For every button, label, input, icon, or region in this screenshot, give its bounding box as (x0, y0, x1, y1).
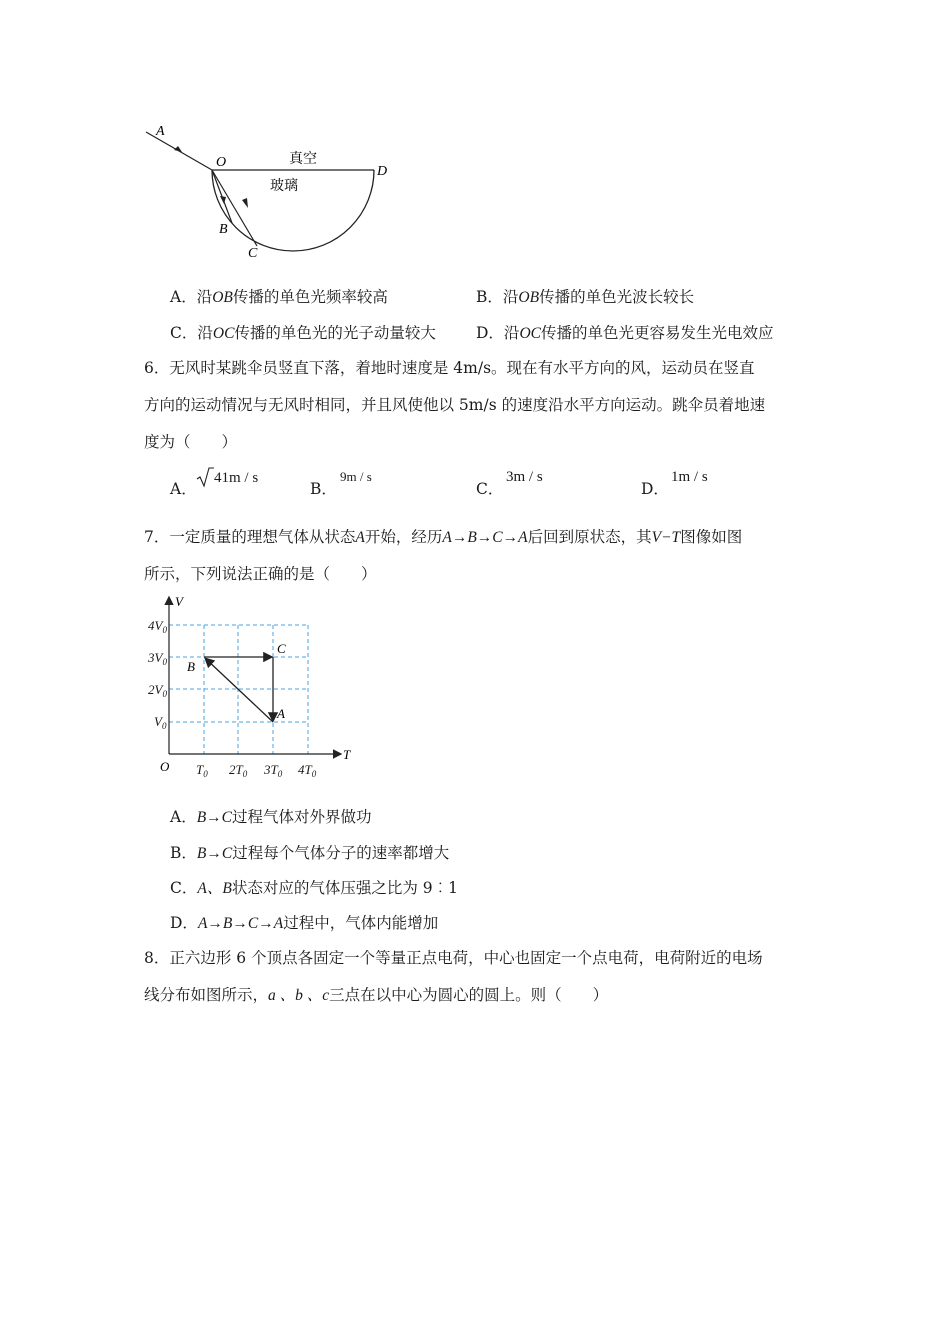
vt-ytick-4v0: $4V_0$ (148, 618, 167, 635)
fig5-label-glass: 玻璃 (270, 178, 298, 194)
fig5-label-a: A (156, 124, 165, 139)
fig5-label-d: D (377, 164, 388, 179)
vt-origin: O (160, 759, 170, 774)
q8-stem-line2: 线分布如图所示，a 、b 、c三点在以中心为圆心的圆上。则（ ） (144, 986, 609, 1004)
vt-axis-t: T (343, 747, 351, 762)
vt-ytick-v0: $V_0$ (154, 714, 167, 731)
q5-option-d[interactable]: D．沿OC传播的单色光更容易发生光电效应 (476, 324, 774, 342)
q6-option-d[interactable]: D． 1m / s (641, 469, 708, 498)
q5-option-c[interactable]: C．沿OC传播的单色光的光子动量较大 (170, 324, 436, 342)
vt-xtick-2t0: $2T_0$ (229, 762, 248, 779)
q5-option-b[interactable]: B．沿OB传播的单色光波长较长 (476, 288, 695, 306)
q6-option-c[interactable]: C． 3m / s (476, 469, 543, 498)
fig5-label-o: O (216, 155, 227, 170)
vt-xtick-t0: $T_0$ (196, 762, 208, 779)
sqrt-icon (196, 466, 214, 488)
q6-stem-line1: 6．无风时某跳伞员竖直下落，着地时速度是 4m/s。现在有水平方向的风，运动员在竖直 (144, 359, 755, 377)
vt-point-c: C (277, 641, 286, 656)
q7-stem-line2: 所示，下列说法正确的是（ ） (144, 565, 377, 583)
vt-xtick-3t0: $3T_0$ (264, 762, 283, 779)
q7-option-d[interactable]: D．A→B→C→A过程中，气体内能增加 (170, 914, 439, 932)
q7-option-a[interactable]: A．B→C过程气体对外界做功 (170, 808, 372, 826)
fig5-label-b: B (219, 222, 228, 237)
q7-option-c[interactable]: C．A、B状态对应的气体压强之比为 9︰1 (170, 879, 458, 897)
fig5-label-vacuum: 真空 (289, 151, 317, 167)
vt-point-b: B (187, 659, 195, 674)
q6-stem-line3: 度为（ ） (144, 433, 238, 451)
q7-stem-line1: 7．一定质量的理想气体从状态A开始，经历A→B→C→A后回到原状态，其V−T图像如图 (144, 528, 743, 546)
vt-xtick-4t0: $4T_0$ (298, 762, 317, 779)
q7-option-b[interactable]: B．B→C过程每个气体分子的速率都增大 (170, 844, 450, 862)
vt-ytick-2v0: $2V_0$ (148, 682, 167, 699)
q5-option-a[interactable]: A．沿OB传播的单色光频率较高 (170, 288, 388, 306)
q6-stem-line2: 方向的运动情况与无风时相同，并且风使他以 5m/s 的速度沿水平方向运动。跳伞员着地速 (144, 396, 766, 414)
refraction-figure (140, 118, 400, 268)
vt-point-a: A (277, 706, 285, 721)
vt-axis-v: V (175, 594, 183, 609)
fig5-label-c: C (248, 246, 258, 261)
vt-ytick-3v0: $3V_0$ (148, 650, 167, 667)
q6-option-b[interactable]: B． 9m / s (310, 469, 372, 498)
q8-stem-line1: 8．正六边形 6 个顶点各固定一个等量正点电荷，中心也固定一个点电荷，电荷附近的电场 (144, 949, 763, 967)
q6-option-a[interactable]: A． 41m / s (170, 466, 290, 500)
vt-graph (140, 592, 370, 782)
